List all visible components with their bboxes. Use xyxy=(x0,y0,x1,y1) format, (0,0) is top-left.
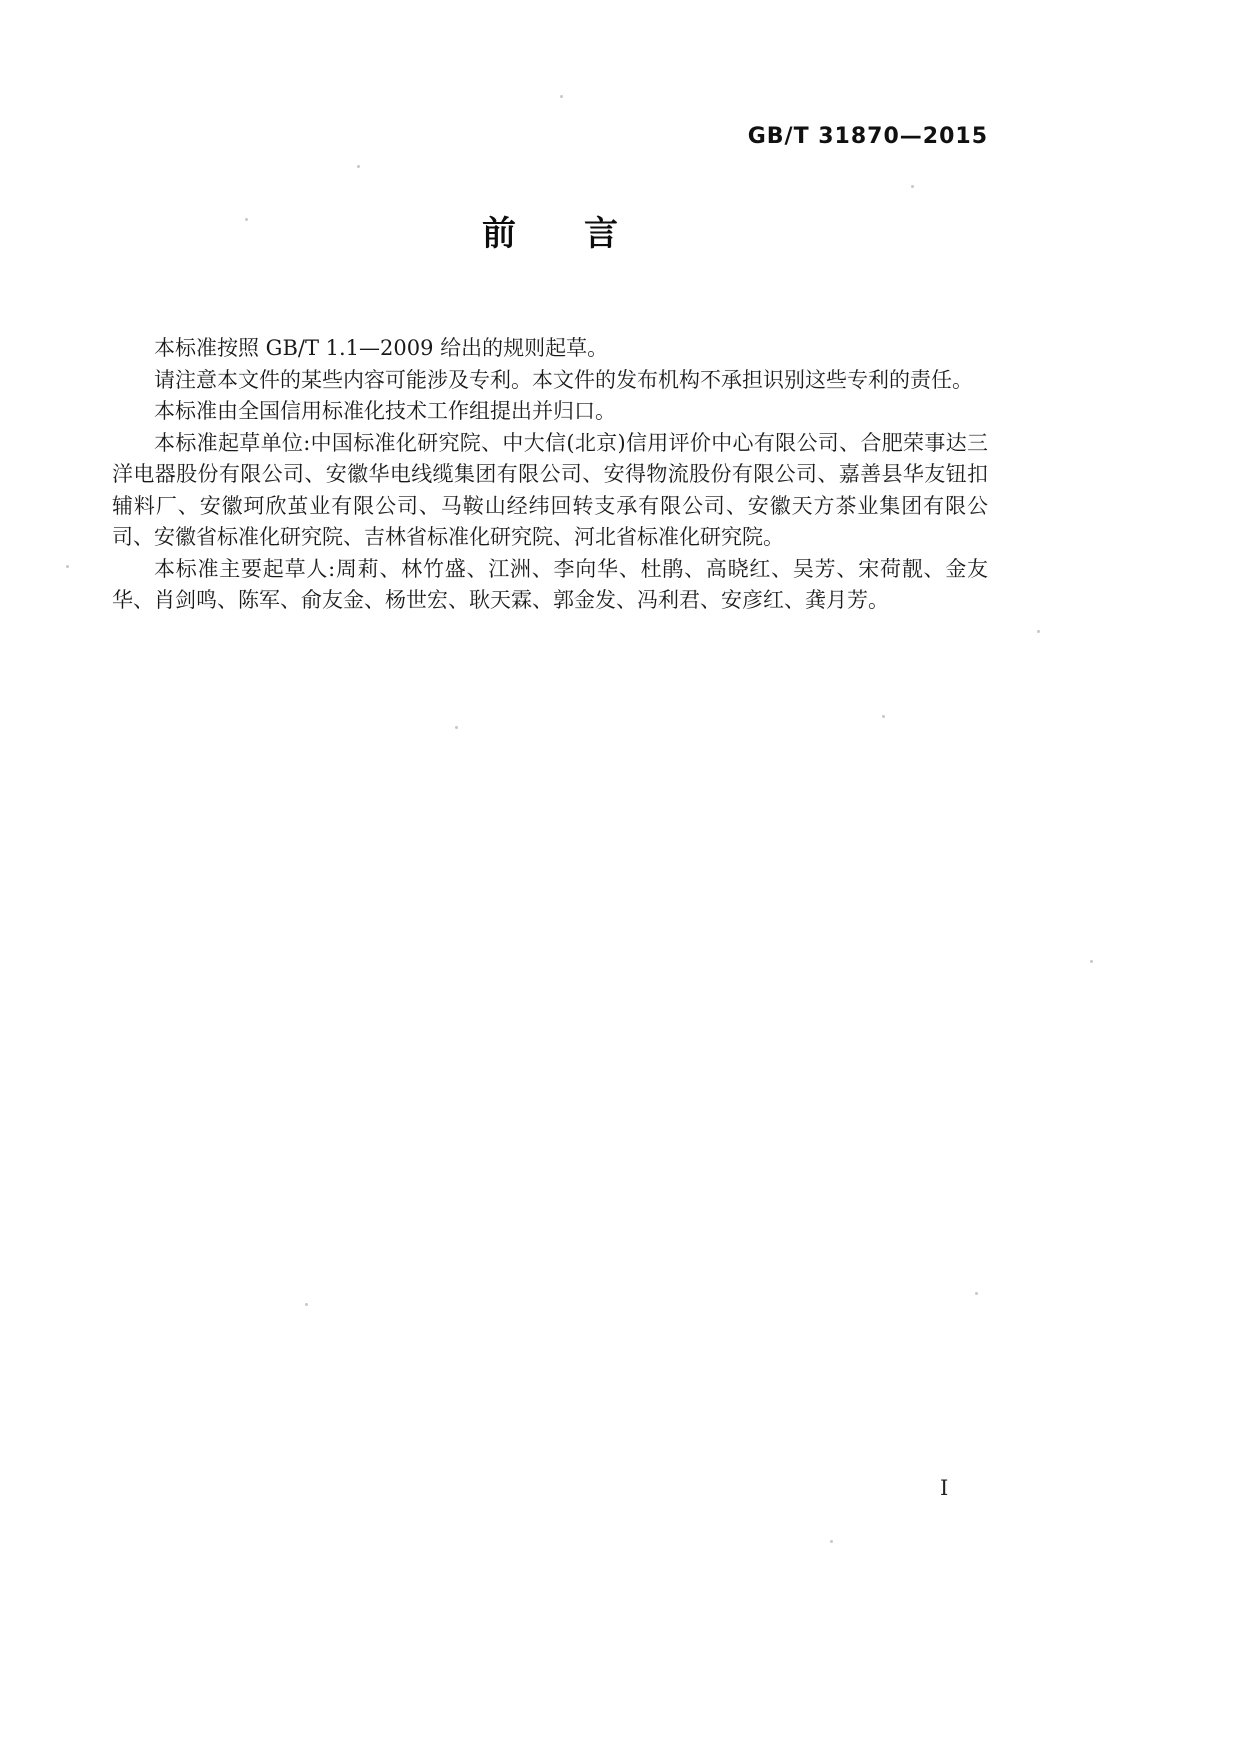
paragraph-proposing-body: 本标准由全国信用标准化技术工作组提出并归口。 xyxy=(154,399,616,423)
foreword-title: 前 言 xyxy=(482,214,618,254)
scan-speck xyxy=(560,95,563,98)
scan-speck xyxy=(1090,960,1093,963)
paragraph-drafting-organizations: 本标准起草单位:中国标准化研究院、中大信(北京)信用评价中心有限公司、合肥荣事达三洋电器股份有限公司、安徽华电线缆集团有限公司、安得物流股份有限公司、嘉善县华友钮扣辅料厂、安徽珂欣茧业有限公司、马鞍山经纬回转支承有限公司、安徽天方茶业集团有限公司、安徽省标准化研究院、吉林省标准化研究院、河北省标准化研究院。 xyxy=(112,430,988,549)
scan-speck xyxy=(245,218,248,221)
paragraph-main-drafters: 本标准主要起草人:周莉、林竹盛、江洲、李向华、杜鹃、高晓红、吴芳、宋荷靓、金友华、肖剑鸣、陈军、俞友金、杨世宏、耿天霖、郭金发、冯利君、安彦红、龚月芳。 xyxy=(112,556,988,612)
scan-speck xyxy=(357,165,360,168)
page-number: I xyxy=(940,1476,949,1500)
scan-speck xyxy=(882,715,885,718)
scan-speck xyxy=(66,565,69,568)
scan-speck xyxy=(975,1292,978,1295)
paragraph-drafting-rules: 本标准按照 GB/T 1.1—2009 给出的规则起草。 xyxy=(154,336,609,360)
scan-speck xyxy=(911,185,914,188)
scan-speck xyxy=(1037,630,1040,633)
foreword-body xyxy=(112,333,988,617)
scan-speck xyxy=(305,1303,308,1306)
paragraph-patent-notice: 请注意本文件的某些内容可能涉及专利。本文件的发布机构不承担识别这些专利的责任。 xyxy=(154,367,973,392)
scan-speck xyxy=(455,726,458,729)
scan-speck xyxy=(830,1540,833,1543)
standard-code-header: GB/T 31870—2015 xyxy=(747,124,988,149)
